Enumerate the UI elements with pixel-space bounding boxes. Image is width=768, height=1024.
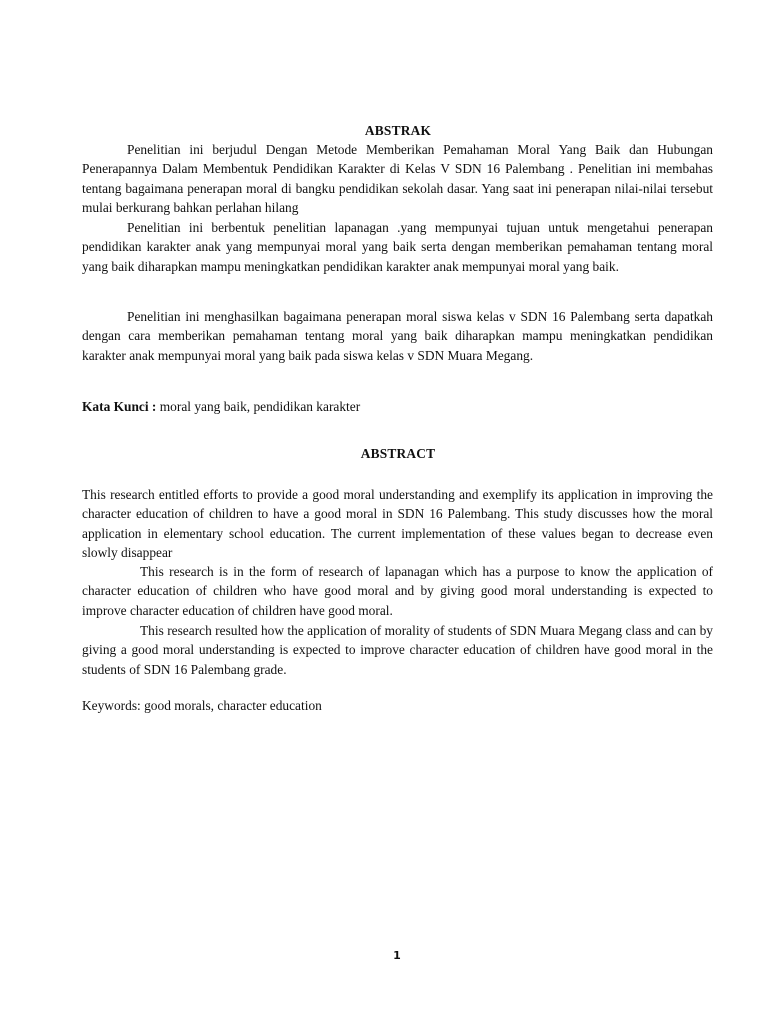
abstrak-keywords-label: Kata Kunci : <box>82 399 157 414</box>
abstrak-keywords-text: moral yang baik, pendidikan karakter <box>156 399 361 414</box>
abstract-paragraph-2: This research is in the form of research of lapanagan which has a purpose to know the application of character education of children who have good moral and by giving good moral understanding is expected to improve character education of children have good moral. <box>82 564 713 618</box>
abstrak-keywords <box>82 397 713 416</box>
abstract-keywords: Keywords: good morals, character education <box>82 698 322 713</box>
abstrak-paragraph-1: Penelitian ini berjudul Dengan Metode Memberikan Pemahaman Moral Yang Baik dan Hubungan Penerapannya Dalam Membentuk Pendidikan Karakter di Kelas V SDN 16 Palembang . Penelitian ini membahas tentang bagaimana penerapan moral di bangku pendidikan sekolah dasar. Yang saat ini penerapan nilai-nilai tersebut mulai berkurang bahkan perlahan hilang <box>82 142 713 216</box>
abstrak-paragraph-2: Penelitian ini berbentuk penelitian lapanagan .yang mempunyai tujuan untuk mengetahui penerapan pendidikan karakter anak yang mempunyai moral yang baik serta dengan memberikan pemahaman tentang moral yang baik diharapkan mampu meningkatkan pendidikan karakter anak mempunyai moral yang baik. <box>82 220 713 274</box>
abstract-paragraph-1: This research entitled efforts to provide a good moral understanding and exemplify its application in improving the character education of children to have a good moral in SDN 16 Palembang. This study discusses how the moral application in elementary school education. The current implementation of these values began to decrease even slowly disappear <box>82 487 713 561</box>
abstrak-heading: ABSTRAK <box>364 123 432 138</box>
abstrak-paragraph-3: Penelitian ini menghasilkan bagaimana penerapan moral siswa kelas v SDN 16 Palembang serta dapatkah dengan cara memberikan pemahaman tentang moral yang baik diharapkan mampu meningkatkan pendidikan karakter anak mempunyai moral yang baik pada siswa kelas v SDN Muara Megang. <box>82 309 713 363</box>
abstract-paragraph-3: This research resulted how the application of morality of students of SDN Muara Megang class and can by giving a good moral understanding is expected to improve character education of children have good moral in the students of SDN 16 Palembang grade. <box>82 623 713 677</box>
abstract-heading: ABSTRACT <box>360 446 436 461</box>
page-number: 1 <box>393 949 401 962</box>
